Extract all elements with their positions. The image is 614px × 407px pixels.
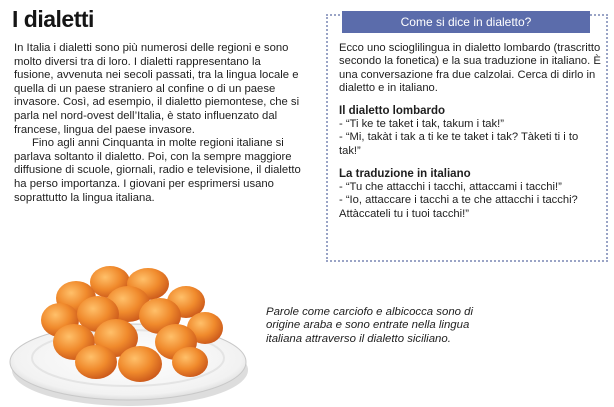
dialect-box-header: Come si dice in dialetto? (342, 11, 590, 33)
lombard-line-1: - “Ti ke te taket i tak, takum i tak!” (339, 118, 504, 131)
article-body (14, 42, 302, 205)
lombard-line-2: - “Mi, takàt i tak a ti ke te taket i tak? Tàketi ti i to tak!” (339, 131, 579, 157)
italian-line-2: - “Io, attaccare i tacchi a te che attacchi i tacchi? Attàccateli tu i tuoi tacchi!” (339, 194, 578, 220)
lombard-heading: Il dialetto lombardo (339, 105, 446, 118)
dialect-box-body (339, 42, 601, 221)
article-paragraph-1: In Italia i dialetti sono più numerosi delle regioni e sono molto diversi tra di loro. I dialetti rappresentano la fusione, avvenuta nei secoli passati, tra la lingua locale e quella di un paese straniero al confine o di un paese invasore. Così, ad esempio, il dialetto piemontese, che si parla nel nord-ovest dell’Italia, è stato influenzato dal francese, lingua del paese invasore. (14, 42, 300, 136)
article-paragraph-2: Fino agli anni Cinquanta in molte regioni italiane si parlava soltanto il dialetto. Poi, con la sempre maggiore diffusione di scuole, giornali, radio e televisione, il dialetto ha perso importanza. I giovani per esprimersi usano soprattutto la lingua italiana. (14, 137, 301, 204)
article-title: I dialetti (12, 6, 94, 32)
photo-caption: Parole come carciofo e albicocca sono di origine araba e sono entrate nella lingua italiana attraverso il dialetto siciliano. (266, 306, 474, 345)
dialect-box-intro: Ecco uno scioglilingua in dialetto lombardo (trascritto secondo la fonetica) e la sua traduzione in italiano. È una conversazione fra due calzolai. Cerca di dirlo in dialetto e in italiano. (339, 42, 601, 94)
italian-heading: La traduzione in italiano (339, 168, 471, 181)
apricot-plate-image (0, 258, 252, 407)
italian-line-1: - “Tu che attacchi i tacchi, attaccami i tacchi!” (339, 181, 562, 194)
dialect-box (326, 14, 608, 262)
